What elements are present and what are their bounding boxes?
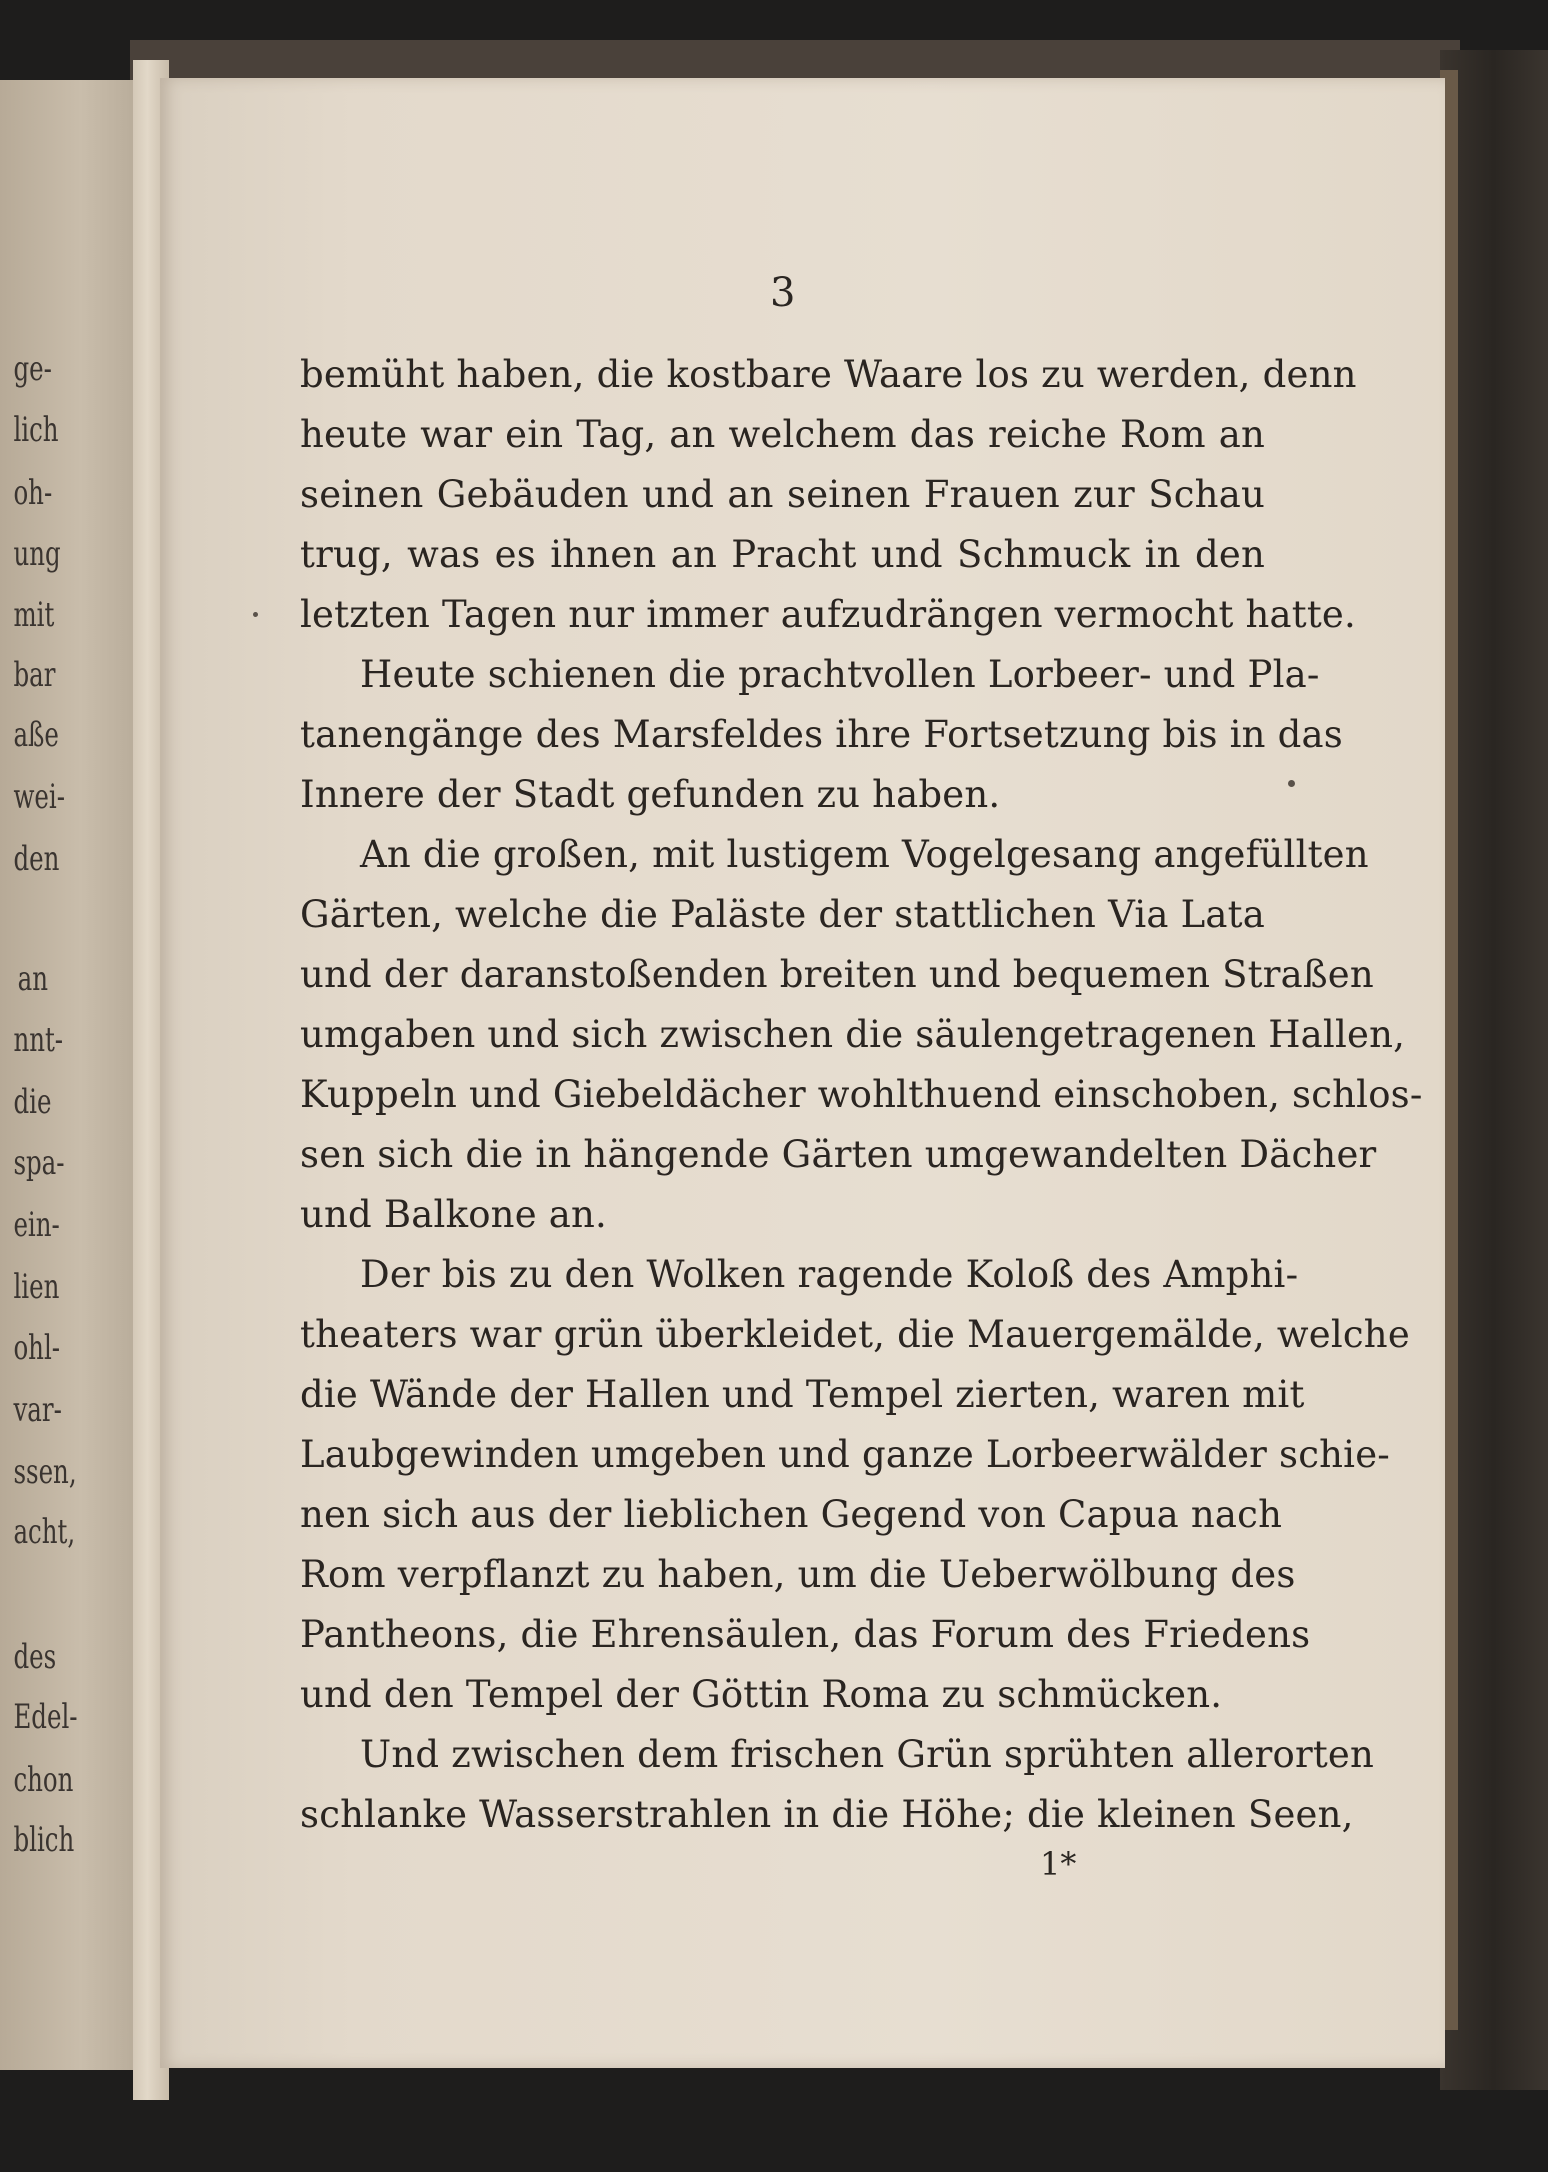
previous-page-line-fragment: lich: [13, 410, 59, 450]
text-line: Und zwischen dem frischen Grün sprühten allerorten: [360, 1733, 1375, 1776]
previous-page-line-fragment: ein-: [13, 1205, 60, 1245]
text-line: Laubgewinden umgeben und ganze Lorbeerwälder schie-: [300, 1433, 1390, 1476]
previous-page-line-fragment: die: [13, 1082, 52, 1122]
text-line: trug, was es ihnen an Pracht und Schmuck in den: [300, 533, 1265, 576]
previous-page-line-fragment: an: [17, 959, 48, 999]
text-line: Heute schienen die prachtvollen Lorbeer- und Pla-: [360, 653, 1320, 696]
text-line: seinen Gebäuden und an seinen Frauen zur Schau: [300, 473, 1265, 516]
paper-speck: [1288, 780, 1295, 787]
text-line: Gärten, welche die Paläste der stattlichen Via Lata: [300, 893, 1265, 936]
previous-page-line-fragment: blich: [13, 1820, 75, 1860]
text-line: Kuppeln und Giebeldächer wohlthuend einschoben, schlos-: [300, 1073, 1423, 1116]
text-line: bemüht haben, die kostbare Waare los zu werden, denn: [300, 353, 1357, 396]
text-line: tanengänge des Marsfeldes ihre Fortsetzung bis in das: [300, 713, 1343, 756]
previous-page-line-fragment: ge-: [13, 349, 52, 389]
text-line: Pantheons, die Ehrensäulen, das Forum des Friedens: [300, 1613, 1311, 1656]
page-number: 3: [770, 270, 796, 316]
previous-page-line-fragment: var-: [13, 1390, 62, 1430]
text-line: umgaben und sich zwischen die säulengetragenen Hallen,: [300, 1013, 1406, 1056]
text-line: Innere der Stadt gefunden zu haben.: [300, 773, 1001, 816]
previous-page-line-fragment: acht,: [13, 1512, 76, 1552]
text-line: Rom verpflanzt zu haben, um die Ueberwölbung des: [300, 1553, 1296, 1596]
previous-page-line-fragment: spa-: [13, 1143, 65, 1183]
text-line: die Wände der Hallen und Tempel zierten, waren mit: [300, 1373, 1305, 1416]
previous-page-line-fragment: bar: [13, 655, 56, 695]
previous-page-line-fragment: ssen,: [13, 1452, 77, 1492]
body-text: [300, 345, 1423, 1845]
previous-page-line-fragment: mit: [13, 595, 55, 635]
previous-page-line-fragment: chon: [13, 1760, 74, 1800]
text-line: Der bis zu den Wolken ragende Koloß des Amphi-: [360, 1253, 1299, 1296]
text-line: schlanke Wasserstrahlen in die Höhe; die kleinen Seen,: [300, 1793, 1354, 1836]
previous-page-line-fragment: oh-: [13, 473, 53, 513]
previous-page-line-fragment: nnt-: [13, 1020, 64, 1060]
paper-speck: [253, 612, 258, 617]
previous-page-line-fragment: lien: [13, 1267, 60, 1307]
text-line: und den Tempel der Göttin Roma zu schmücken.: [300, 1673, 1223, 1716]
previous-page-line-fragment: den: [13, 839, 60, 879]
text-line: letzten Tagen nur immer aufzudrängen vermocht hatte.: [300, 593, 1356, 636]
signature-mark: 1*: [1040, 1845, 1077, 1883]
previous-page-line-fragment: des: [13, 1637, 57, 1677]
text-line: An die großen, mit lustigem Vogelgesang angefüllten: [360, 833, 1369, 876]
text-line: und Balkone an.: [300, 1193, 608, 1236]
previous-page-line-fragment: aße: [13, 715, 59, 755]
text-line: nen sich aus der lieblichen Gegend von Capua nach: [300, 1493, 1283, 1536]
previous-page-line-fragment: Edel-: [13, 1697, 78, 1737]
text-line: heute war ein Tag, an welchem das reiche Rom an: [300, 413, 1265, 456]
text-line: sen sich die in hängende Gärten umgewandelten Dächer: [300, 1133, 1377, 1176]
text-line: theaters war grün überkleidet, die Mauergemälde, welche: [300, 1313, 1410, 1356]
previous-page-line-fragment: wei-: [13, 777, 65, 817]
text-line: und der daranstoßenden breiten und bequemen Straßen: [300, 953, 1374, 996]
previous-page-line-fragment: ung: [13, 534, 61, 574]
previous-page-line-fragment: ohl-: [13, 1328, 61, 1368]
